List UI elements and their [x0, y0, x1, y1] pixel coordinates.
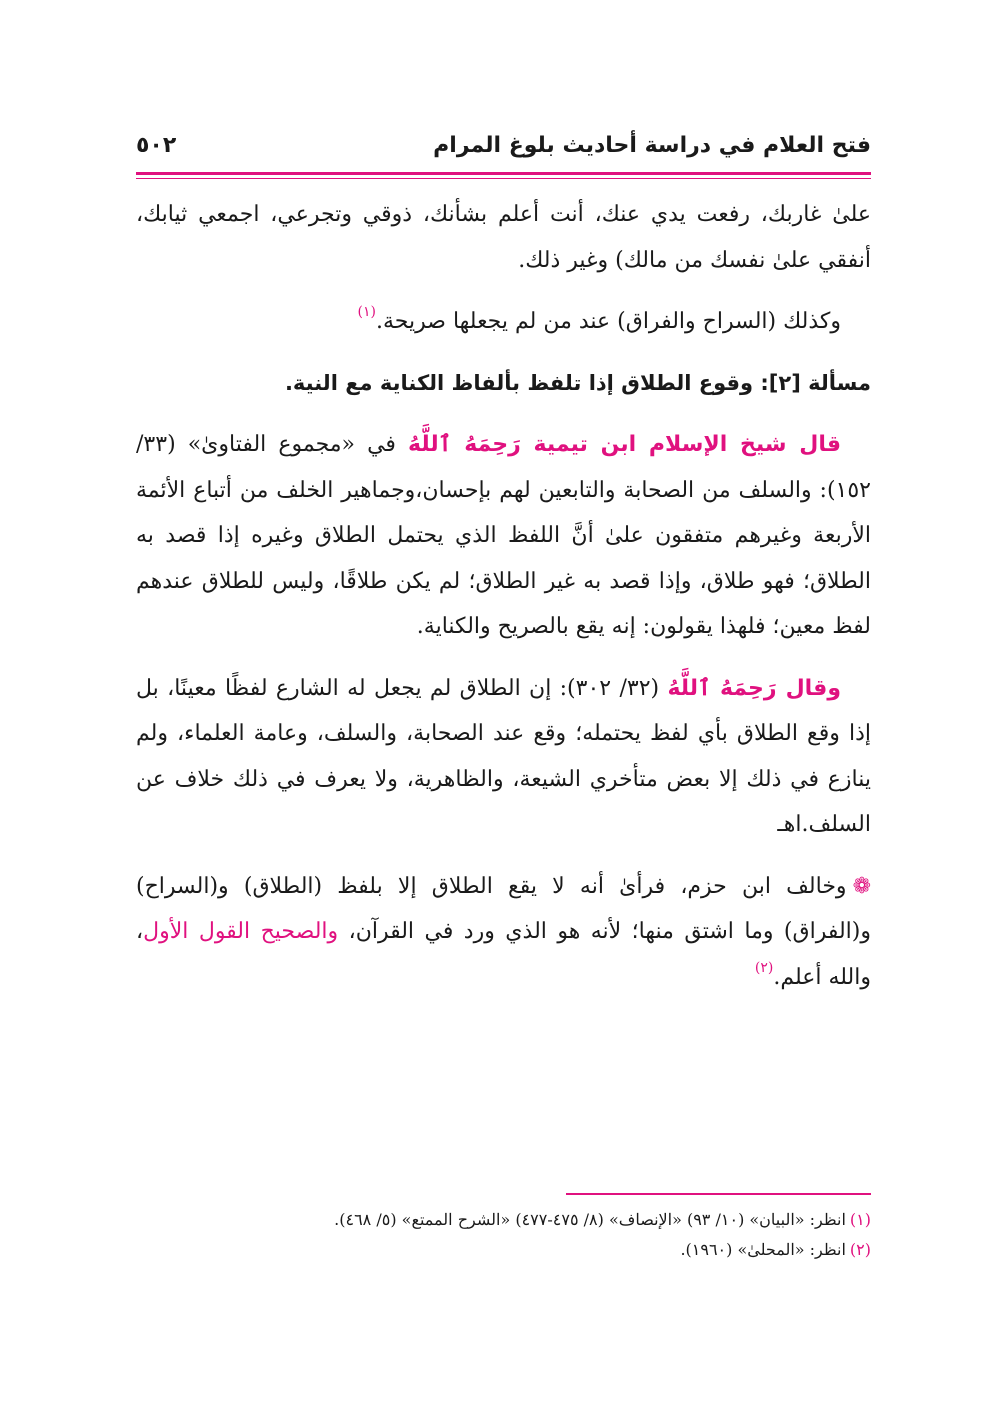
page-number: ٥٠٢	[136, 132, 177, 158]
footnote-number: (٢)	[849, 1240, 871, 1259]
footnote-number: (١)	[849, 1210, 871, 1229]
preferred-opinion: والصحيح القول الأول	[143, 919, 339, 944]
footnote-text: انظر: «المحلىٰ» (١٩٦٠).	[680, 1240, 846, 1259]
paragraph-text: وخالف ابن حزم، فرأىٰ أنه لا يقع الطلاق إلا بلفظ (الطلاق) و(السراح) و(الفراق) وما اشتق منها؛ لأنه هو الذي ورد في القرآن،	[136, 873, 871, 944]
paragraph-ibn-hazm	[136, 864, 871, 1001]
quote-text: (٣٢/ ٣٠٢): إن الطلاق لم يجعل له الشارع لفظًا معينًا، بل إذا وقع الطلاق بأي لفظ يحتمله؛ وقع عند الصحابة، والسلف، وعامة العلماء، ولم ينازع في ذلك إلا بعض متأخري الشيعة، والظاهرية، ولا يعرف في ذلك خلاف عن السلف.اهـ	[136, 675, 871, 837]
quote-text: في «مجموع الفتاوىٰ» (٣٣/ ١٥٢): والسلف من الصحابة والتابعين لهم بإحسان،وجماهير الخلف من أتباع الأئمة الأربعة وغيرهم متفقون علىٰ أنَّ اللفظ الذي يحتمل الطلاق وغيره إذا قصد به الطلاق؛ فهو طلاق، وإذا قصد به غير الطلاق؛ لم يكن طلاقًا، وليس للطلاق عندهم لفظ معين؛ فلهذا يقولون: إنه يقع بالصريح والكناية.	[136, 432, 871, 639]
header-rule-thin	[136, 178, 871, 179]
flower-bullet-icon: ❁	[852, 873, 871, 899]
footnote-separator	[566, 1193, 871, 1195]
quote-speaker: قال شيخ الإسلام ابن تيمية رَحِمَهُ ٱللَّهُ	[408, 432, 841, 457]
paragraph-text: وكذلك (السراح والفراق) عند من لم يجعلها صريحة.	[376, 309, 841, 334]
header-rule	[136, 172, 871, 175]
main-text	[136, 192, 871, 1000]
page-header	[136, 120, 871, 170]
quote-second	[136, 666, 871, 848]
footnote-1	[136, 1205, 871, 1235]
quote-speaker: وقال رَحِمَهُ ٱللَّهُ	[667, 675, 841, 701]
paragraph-continuation: علىٰ غاربك، رفعت يدي عنك، أنت أعلم بشأنك، ذوقي وتجرعي، اجمعي ثيابك، أنفقي علىٰ نفسك من مالك) وغير ذلك.	[136, 202, 871, 273]
book-title: فتح العلام في دراسة أحاديث بلوغ المرام	[433, 132, 871, 158]
book-page	[136, 120, 871, 1300]
paragraph-end: ، والله أعلم.	[136, 919, 871, 990]
paragraph-kinayah	[136, 299, 871, 345]
footnote-ref-1[interactable]: (١)	[357, 304, 377, 320]
footnote-2	[136, 1235, 871, 1265]
quote-ibn-taymiyyah	[136, 422, 871, 650]
footnotes	[136, 1205, 871, 1265]
footnote-text: انظر: «البيان» (١٠/ ٩٣) «الإنصاف» (٨/ ٤٧٥-٤٧٧) «الشرح الممتع» (٥/ ٤٦٨).	[334, 1210, 846, 1229]
section-heading: مسألة [٢]: وقوع الطلاق إذا تلفظ بألفاظ الكناية مع النية.	[284, 370, 871, 395]
footnote-ref-2[interactable]: (٢)	[754, 959, 774, 976]
